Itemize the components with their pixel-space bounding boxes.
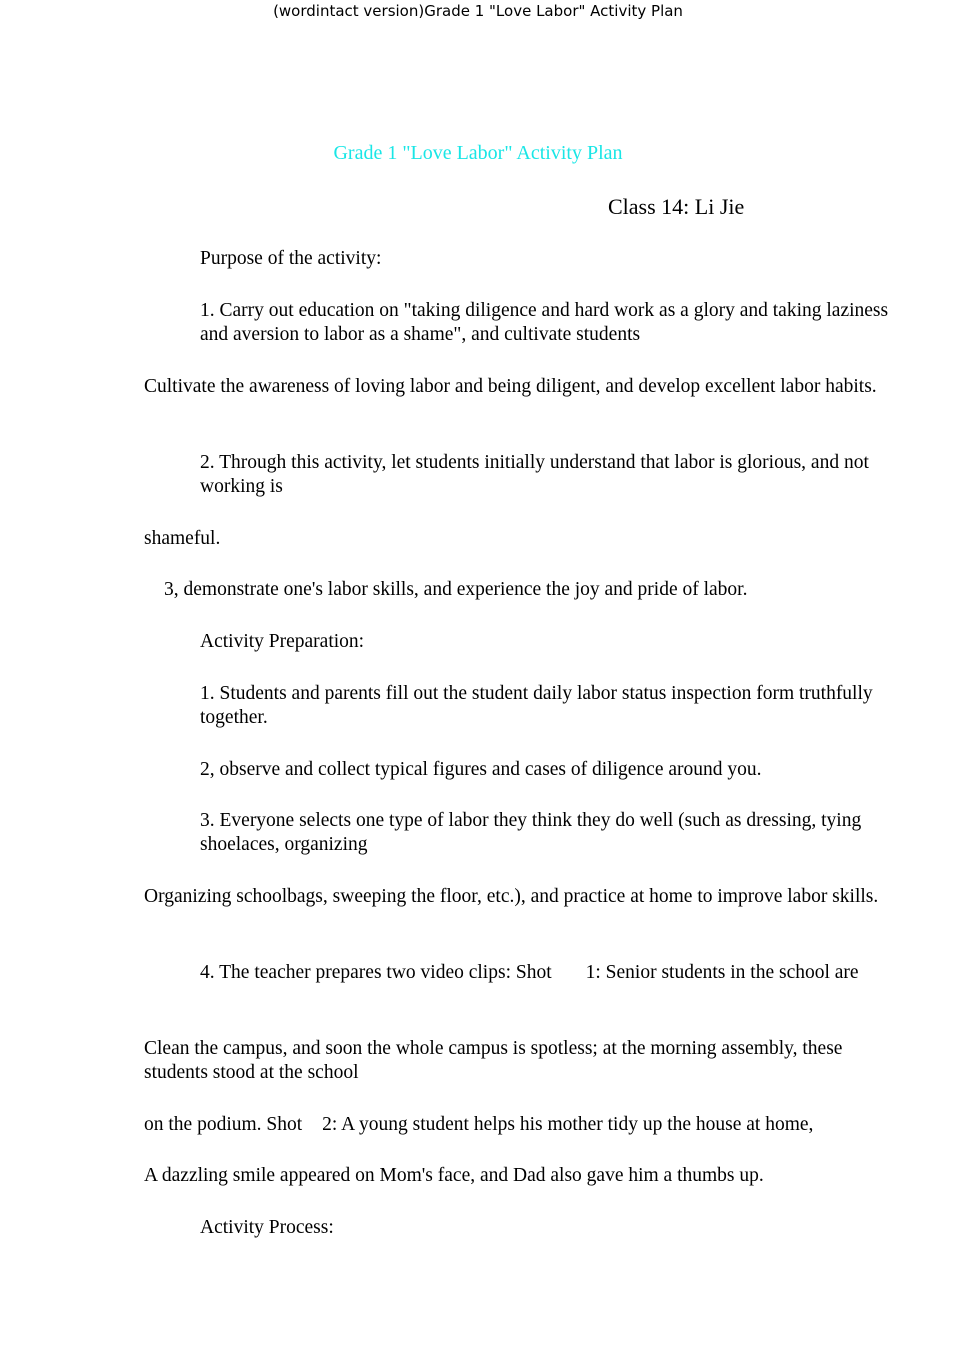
purpose-item-2-continued: shameful. [144, 528, 221, 549]
preparation-item-4-continued: Clean the campus, and soon the whole campus is spotless; at the morning assembly, these students stood at the school [144, 1038, 843, 1083]
process-heading: Activity Process: [200, 1217, 334, 1238]
preparation-item-4-line-3-part-a: on the podium. Shot [144, 1114, 303, 1135]
preparation-item-4-line-3 [144, 1113, 894, 1137]
preparation-item-3: 3. Everyone selects one type of labor they think they do well (such as dressing, tying shoelaces, organizing [200, 810, 862, 855]
preparation-heading: Activity Preparation: [200, 631, 365, 652]
preparation-item-3-continued: Organizing schoolbags, sweeping the floor, etc.), and practice at home to improve labor skills. [144, 886, 879, 907]
preparation-item-4-part-b: 1: Senior students in the school are [585, 962, 859, 983]
purpose-heading: Purpose of the activity: [200, 248, 382, 269]
preparation-item-4-line-3-part-b: 2: A young student helps his mother tidy up the house at home, [322, 1114, 814, 1135]
preparation-item-2: 2, observe and collect typical figures and cases of diligence around you. [200, 759, 762, 780]
running-header: (wordintact version)Grade 1 "Love Labor" Activity Plan [273, 2, 683, 20]
purpose-item-2: 2. Through this activity, let students initially understand that labor is glorious, and not working is [200, 452, 869, 497]
purpose-item-1-continued: Cultivate the awareness of loving labor and being diligent, and develop excellent labor habits. [144, 376, 877, 397]
purpose-item-1: 1. Carry out education on "taking diligence and hard work as a glory and taking laziness and aversion to labor as a shame", and cultivate students [200, 300, 889, 345]
purpose-item-3: 3, demonstrate one's labor skills, and experience the joy and pride of labor. [164, 579, 748, 600]
preparation-item-4 [200, 961, 890, 985]
preparation-item-1: 1. Students and parents fill out the student daily labor status inspection form truthfully together. [200, 683, 873, 728]
preparation-item-4-part-a: 4. The teacher prepares two video clips: Shot [200, 962, 552, 983]
document-title: Grade 1 "Love Labor" Activity Plan [333, 142, 623, 164]
author-byline: Class 14: Li Jie [608, 194, 745, 219]
preparation-item-4-line-4: A dazzling smile appeared on Mom's face, and Dad also gave him a thumbs up. [144, 1165, 764, 1186]
